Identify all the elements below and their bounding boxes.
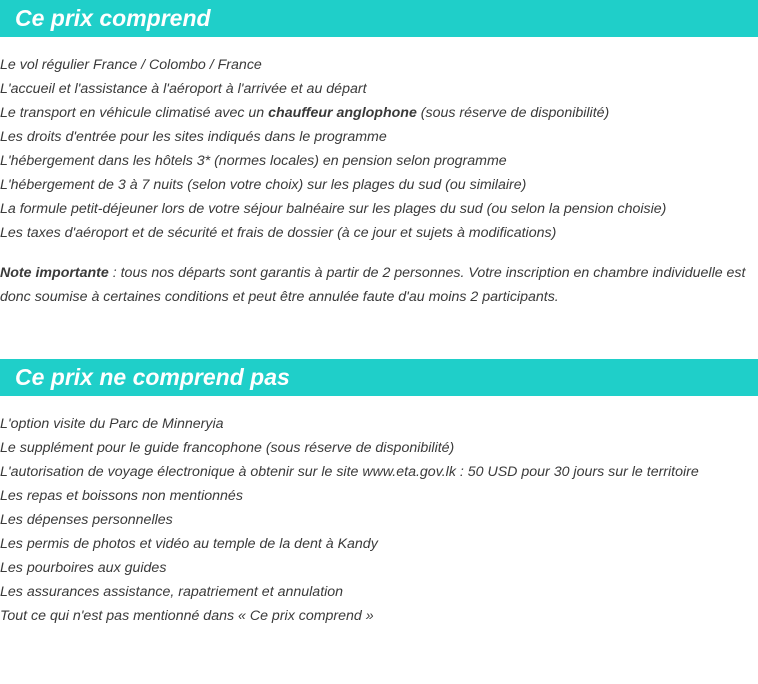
list-item: L'autorisation de voyage électronique à obtenir sur le site www.eta.gov.lk : 50 USD pour 30 jours sur le territoire: [0, 464, 699, 480]
includes-title: Ce prix comprend: [0, 0, 758, 37]
list-item: La formule petit-déjeuner lors de votre séjour balnéaire sur les plages du sud (ou selon la pension choisie): [0, 201, 667, 217]
note-label: Note importante: [0, 265, 109, 281]
list-item-text: (sous réserve de disponibilité): [416, 105, 610, 121]
list-item: Les dépenses personnelles: [0, 512, 173, 528]
list-item-highlight: chauffeur anglophone: [268, 105, 417, 121]
list-item: Les repas et boissons non mentionnés: [0, 488, 243, 504]
includes-list: [0, 53, 666, 245]
list-item: [0, 101, 666, 125]
note-text: : tous nos départs sont garantis à partir de 2 personnes. Votre inscription en chambre individuelle est donc soumise à certaines conditions et peut être annulée faute d'au moins 2 participants.: [0, 265, 746, 305]
list-item: Les permis de photos et vidéo au temple de la dent à Kandy: [0, 536, 378, 552]
list-item: Tout ce qui n'est pas mentionné dans « Ce prix comprend »: [0, 608, 374, 624]
list-item: Les pourboires aux guides: [0, 560, 167, 576]
list-item: L'hébergement de 3 à 7 nuits (selon votre choix) sur les plages du sud (ou similaire): [0, 177, 527, 193]
list-item: Les droits d'entrée pour les sites indiqués dans le programme: [0, 129, 387, 145]
excludes-section: [0, 359, 758, 396]
list-item: Le vol régulier France / Colombo / France: [0, 57, 262, 73]
list-item: Les assurances assistance, rapatriement et annulation: [0, 584, 344, 600]
includes-section: [0, 0, 758, 37]
list-item: Les taxes d'aéroport et de sécurité et frais de dossier (à ce jour et sujets à modifications): [0, 225, 557, 241]
list-item: L'hébergement dans les hôtels 3* (normes locales) en pension selon programme: [0, 153, 507, 169]
excludes-list: [0, 412, 699, 628]
list-item: L'option visite du Parc de Minneryia: [0, 416, 224, 432]
list-item: L'accueil et l'assistance à l'aéroport à l'arrivée et au départ: [0, 81, 367, 97]
list-item: Le supplément pour le guide francophone (sous réserve de disponibilité): [0, 440, 455, 456]
excludes-title: Ce prix ne comprend pas: [0, 359, 758, 396]
important-note: [0, 261, 758, 309]
list-item-text: Le transport en véhicule climatisé avec un: [0, 105, 269, 121]
